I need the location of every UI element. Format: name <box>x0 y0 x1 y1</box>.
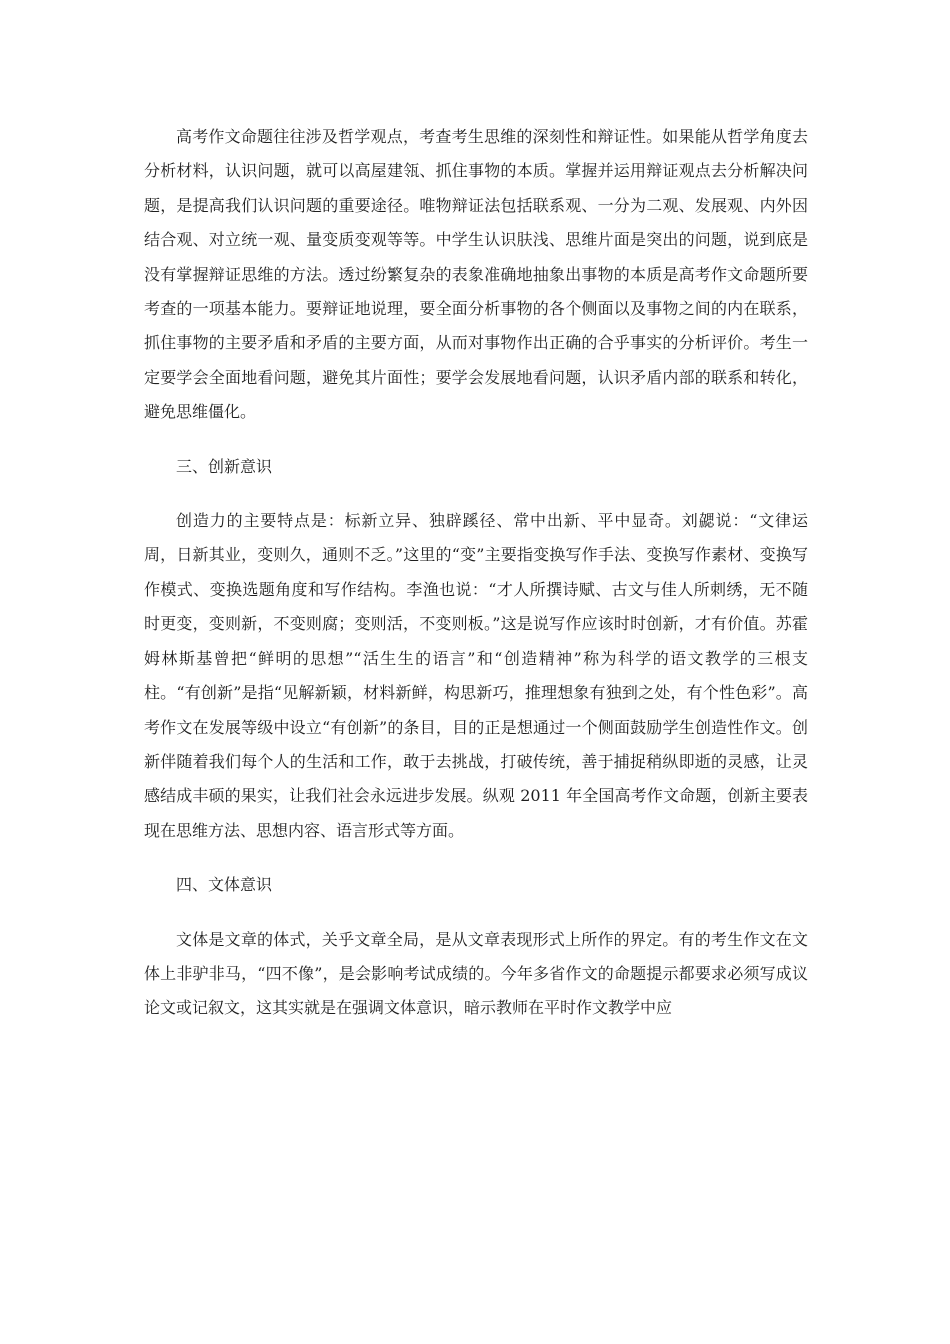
section-heading-innovation: 三、创新意识 <box>176 456 273 476</box>
paragraph-dialectical-thinking: 高考作文命题往往涉及哲学观点，考查考生思维的深刻性和辩证性。如果能从哲学角度去分析材料，认识问题，就可以高屋建瓴、抓住事物的本质。掌握并运用辩证观点去分析解决问题，是提高我们认识问题的重要途径。唯物辩证法包括联系观、一分为二观、发展观、内外因结合观、对立统一观、量变质变观等等。中学生认识肤浅、思维片面是突出的问题，说到底是没有掌握辩证思维的方法。透过纷繁复杂的表象准确地抽象出事物的本质是高考作文命题所要考查的一项基本能力。要辩证地说理，要全面分析事物的各个侧面以及事物之间的内在联系，抓住事物的主要矛盾和矛盾的主要方面，从而对事物作出正确的合乎事实的分析评价。考生一定要学会全面地看问题，避免其片面性；要学会发展地看问题，认识矛盾内部的联系和转化，避免思维僵化。 <box>144 127 808 422</box>
section-heading-genre: 四、文体意识 <box>176 875 273 895</box>
document-body <box>144 120 808 1046</box>
paragraph-genre: 文体是文章的体式，关乎文章全局，是从文章表现形式上所作的界定。有的考生作文在文体上非驴非马，“四不像”，是会影响考试成绩的。今年多省作文的命题提示都要求必须写成议论文或记叙文，这其实就是在强调文体意识，暗示教师在平时作文教学中应 <box>144 929 808 1018</box>
paragraph-innovation: 创造力的主要特点是：标新立异、独辟蹊径、常中出新、平中显奇。刘勰说：“文律运周，日新其业，变则久，通则不乏。”这里的“变”主要指变换写作手法、变换写作素材、变换写作模式、变换选题角度和写作结构。李渔也说：“才人所撰诗赋、古文与佳人所刺绣，无不随时更变，变则新，不变则腐；变则活，不变则板。”这是说写作应该时时创新，才有价值。苏霍姆林斯基曾把“鲜明的思想”“活生生的语言”和“创造精神”称为科学的语文教学的三根支柱。“有创新”是指“见解新颖，材料新鲜，构思新巧，推理想象有独到之处，有个性色彩”。高考作文在发展等级中设立“有创新”的条目，目的正是想通过一个侧面鼓励学生创造性作文。创新伴随着我们每个人的生活和工作，敢于去挑战，打破传统，善于捕捉稍纵即逝的灵感，让灵感结成丰硕的果实，让我们社会永远进步发展。纵观 2011 年全国高考作文命题，创新主要表现在思维方法、思想内容、语言形式等方面。 <box>144 511 808 840</box>
